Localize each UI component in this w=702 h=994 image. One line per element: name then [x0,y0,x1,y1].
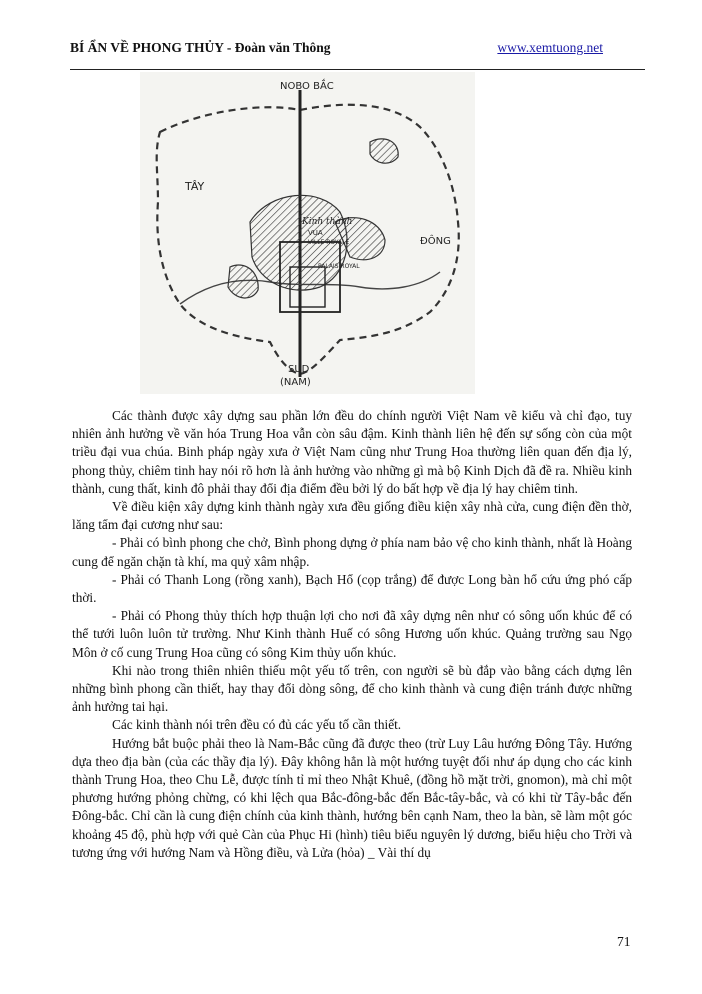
paragraph-4: - Phải có Thanh Long (rồng xanh), Bạch Hổ (cọp trắng) để được Long bàn hổ cứu ứng phó cấp thời. [72,571,632,606]
label-east: ĐÔNG [420,236,451,247]
label-south: SUD [288,364,310,375]
paragraph-8: Hướng bắt buộc phải theo là Nam-Bắc cũng đã được theo (trừ Luy Lâu hướng Đông Tây. Hướng dựa theo địa bàn (của các thầy địa lý). Đây không hẳn là một hướng tuyệt đối như áp dụng cho các kinh thành Trung Hoa, theo Chu Lễ, được tính tỉ mỉ theo Nhật Khuê, (đồng hồ mặt trời, gnomon), mà chỉ một phương hướng phỏng chừng, có khi lệch qua Bắc-đông-bắc đến Bắc-tây-bắc, và có khi từ Tây-bắc đến Đông-bắc. Chỉ cần là cung điện chính của kinh thành, hướng bên cạnh Nam, theo la bàn, sẽ làm một góc khoảng 45 độ, phù hợp với quẻ Càn của Phục Hi (hình) tiêu biểu nguyên lý dương, biểu hiệu cho Trời và tương ứng với hướng Nam và Hồng điều, và Lửa (hỏa) _ Vài thí dụ [72,735,632,860]
label-palais-royal: PALAIS ROYAL [318,263,360,270]
body-text [72,407,632,862]
citadel-map-sketch [140,72,475,394]
paragraph-6: Khi nào trong thiên nhiên thiếu một yếu tố trên, con người sẽ bù đắp vào bằng cách dựng lên những bình phong cần thiết, hay thay đổi dòng sông, để cho kinh thành và cung điện tránh được những ảnh hưởng tai hại. [72,662,632,715]
header-rule [70,69,645,70]
label-south-vn: (NAM) [280,377,311,388]
page-number: 71 [617,934,631,949]
paragraph-2: Về điều kiện xây dựng kinh thành ngày xưa đều giống điều kiện xây nhà cửa, cung điện đền thờ, lăng tẩm đại cương như sau: [72,499,632,533]
citadel-map-figure [140,72,475,394]
label-north: NOBO BẮC [280,81,334,92]
label-west: TÂY [185,180,205,193]
paragraph-1: Các thành được xây dựng sau phần lớn đều do chính người Việt Nam vẽ kiểu và chỉ đạo, tuy nhiên ảnh hưởng về văn hóa Trung Hoa vẫn còn sâu đậm. Kinh thành liên hệ đến sự sống còn của một triều đại vua chúa. Binh pháp ngày xưa ở Việt Nam cũng như Trung Hoa thường liên quan đến địa lý, phong thủy, chiêm tinh hay nói rõ hơn là ảnh hưởng vào những gì mà bộ Kinh Dịch đã đề ra. Nhiều kinh thành, cung thất, kinh đô phải thay đổi địa điểm đều bởi lý do bất hợp về địa lý hay chiêm tinh. [72,408,632,496]
paragraph-3: - Phải có bình phong che chở, Bình phong dựng ở phía nam bảo vệ cho kinh thành, nhất là Hoàng cung để ngăn chặn tà khí, ma quỷ xâm nhập. [72,535,632,569]
label-citadel-vua: VUA [308,229,323,237]
paragraph-7: Các kinh thành nói trên đều có đủ các yếu tố cần thiết. [112,717,402,733]
label-citadel: Kinh thành [302,217,353,227]
label-ville-royale: VILLE ROYALE [308,239,350,246]
header-title: BÍ ẨN VỀ PHONG THỦY - Đoàn văn Thông [70,40,331,55]
header-website-link[interactable]: www.xemtuong.net [497,40,603,55]
paragraph-5: - Phải có Phong thủy thích hợp thuận lợi cho nơi đã xây dựng nên như có sông uốn khúc để có thể tưới luôn luôn tử trường. Như Kinh thành Huế có sông Hương uốn khúc. Quảng trường sau Ngọ Môn ở cố cung Trung Hoa cũng có sông Kim thủy uốn khúc. [72,608,632,660]
page-header [70,40,645,62]
